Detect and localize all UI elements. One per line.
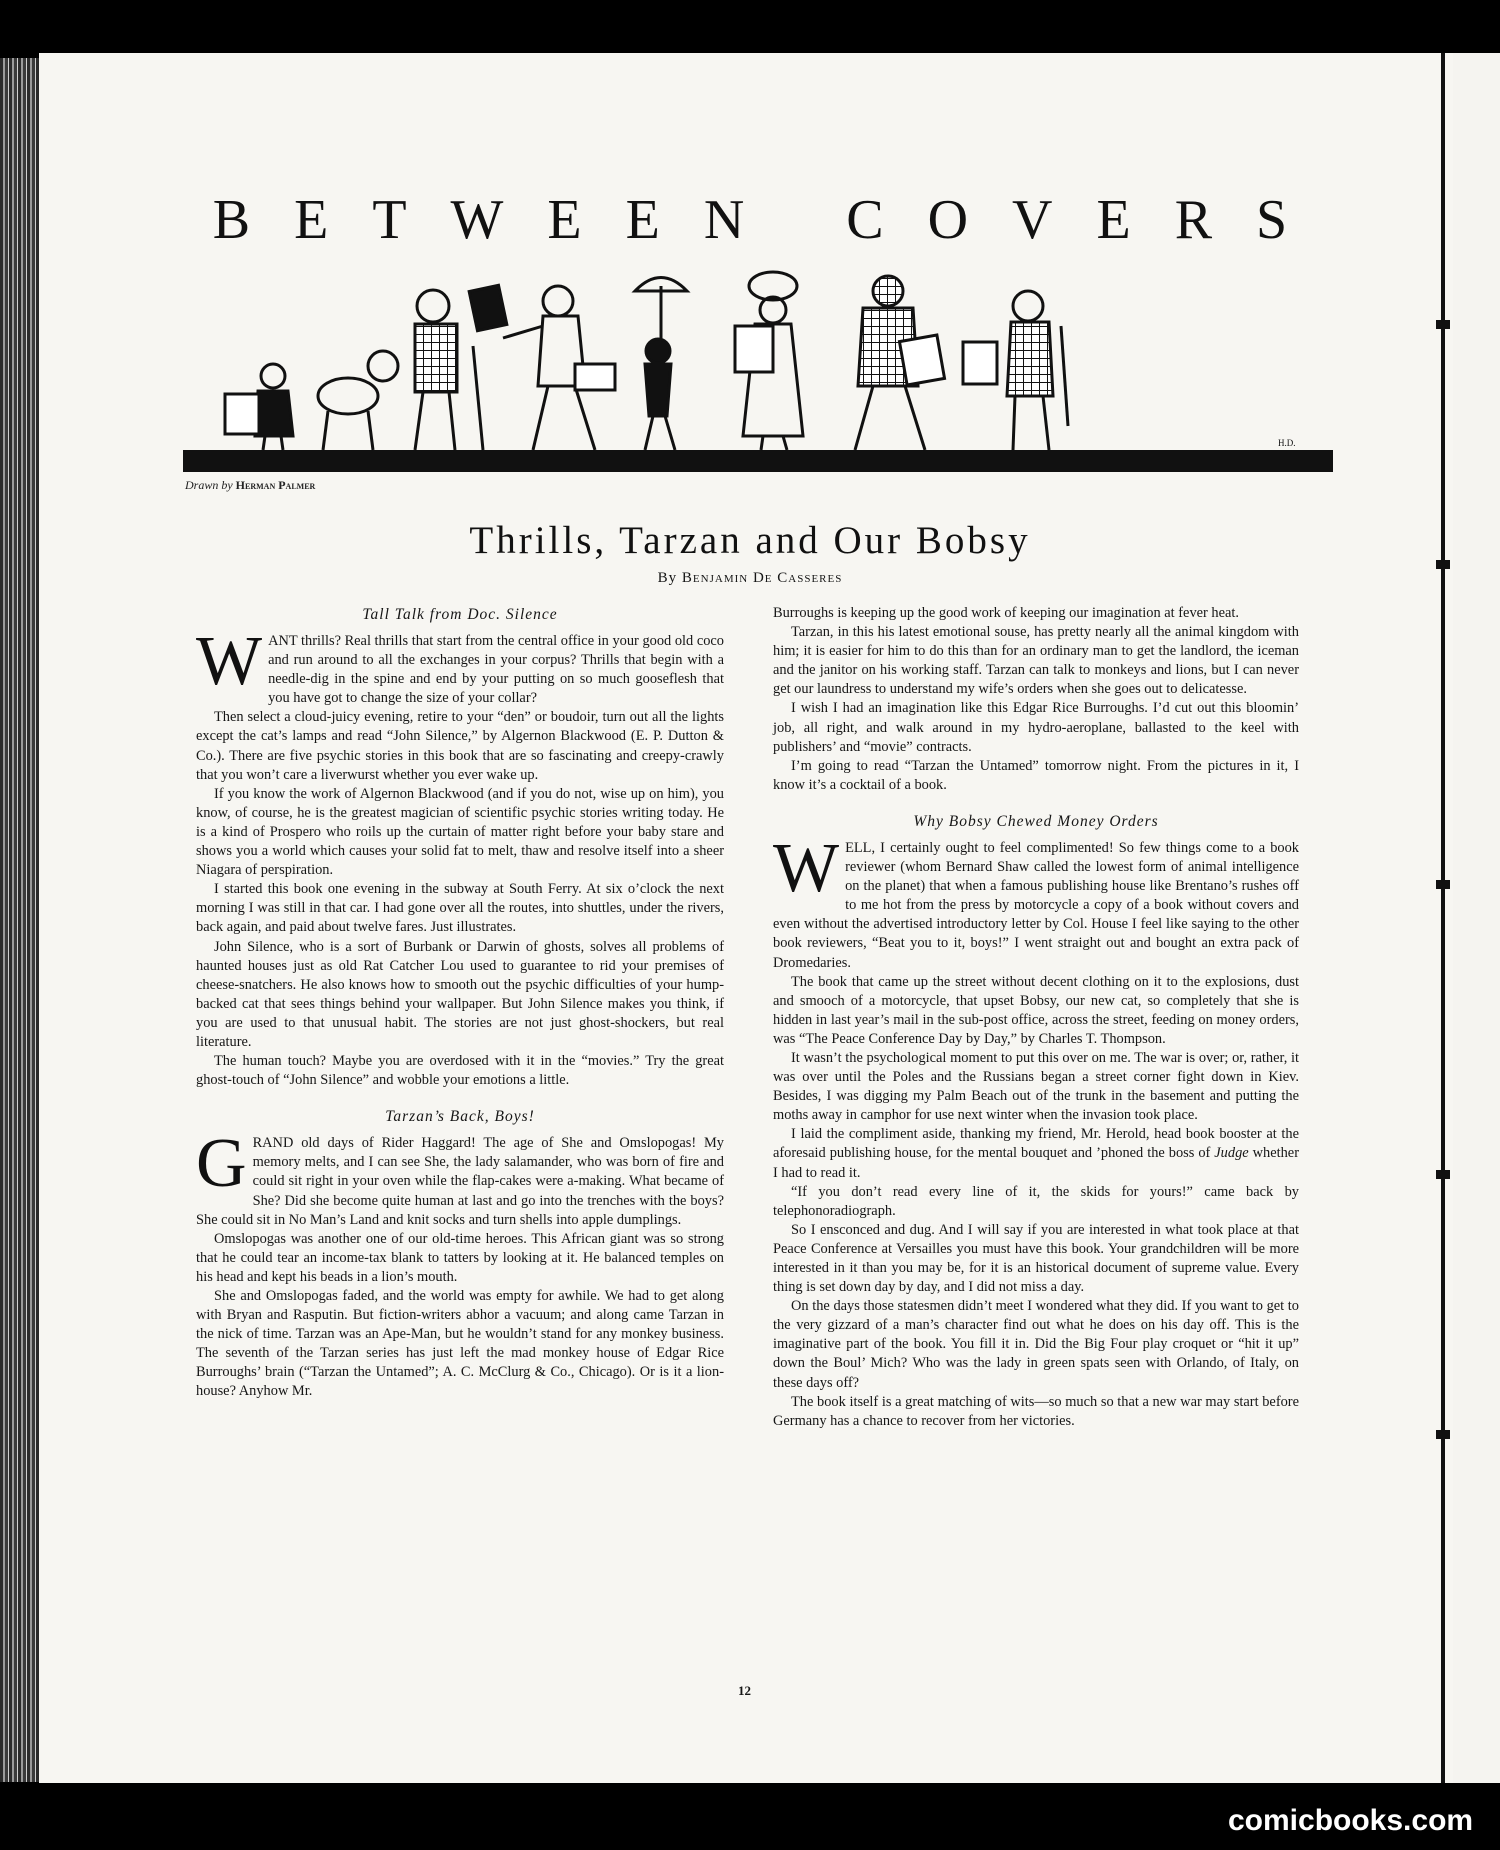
byline xyxy=(0,570,1500,587)
section-heading: Why Bobsy Chewed Money Orders xyxy=(913,812,1159,830)
paragraph: I’m going to read “Tarzan the Untamed” tomorrow night. From the pictures in it, I know it’s a cocktail of a book. xyxy=(773,757,1299,793)
byline-prefix: By xyxy=(657,570,678,586)
ground-bar xyxy=(183,450,1333,472)
left-column xyxy=(196,604,724,1402)
article-title: Thrills, Tarzan and Our Bobsy xyxy=(469,519,1031,562)
credit-prefix: Drawn by xyxy=(185,478,233,492)
paragraph: GRAND old days of Rider Haggard! The age of She and Omslopogas! My memory melts, and I can see She, the lady salamander, who was born of fire and could sit right in your oven while the flap-cakes were a-making. What became of She? Did she become quite human at last and go into the trenches with the boys? She could sit in No Man’s Land and knit socks and turn shells into apple dumplings. xyxy=(196,1125,724,1228)
pirate-figure xyxy=(1007,291,1068,450)
paragraph: On the days those statesmen didn’t meet I wondered what they did. If you want to get to the very gizzard of a man’s character find out what he does on his day off. This is the imaginative part of the book. You fill it in. Did the Big Four play croquet or “hit it up” down the Boul’ Mich? Who was the lady in green spats seen with Orlando, of Italy, on these days off? xyxy=(773,1298,1299,1391)
page-number: 12 xyxy=(738,1683,751,1698)
illustration-credit xyxy=(185,478,315,493)
cartoon-illustration xyxy=(183,246,1333,474)
paragraph: It wasn’t the psychological moment to put this over on me. The war is over; or, rather, it was over until the Poles and the Russians began a street corner fight down in Kiev. Besides, I was digging my Palm Beach out of the trunk in the basement and putting the moths away in camphor for use next winter when the invasion took place. xyxy=(773,1049,1299,1124)
paragraph: Tarzan, in this his latest emotional souse, has pretty nearly all the animal kingdom with him; it is easier for him to do this than for an ordinary man to get the landlord, the iceman and the janitor on his working staff. Tarzan can talk to monkeys and lions, but I can never get our laundress to understand my wife’s orders when she goes out to delicatesse. xyxy=(773,624,1299,698)
book-crusoe xyxy=(575,364,615,390)
binding-edge-line xyxy=(1441,53,1445,1783)
illustrator-signature: H.D. xyxy=(1278,438,1296,448)
paragraph: The human touch? Maybe you are overdosed with it in the “movies.” Try the great ghost-touch of “John Silence” and wobble your emotions a little. xyxy=(196,1053,724,1089)
paragraph: I wish I had an imagination like this Edgar Rice Burroughs. I’d cut out this bloomin’ job, all right, and walk around in my hydro-aeroplane, ballasted to the keel with publishers’ and “movie” contracts. xyxy=(773,700,1299,755)
section-heading: Tall Talk from Doc. Silence xyxy=(362,606,558,623)
paragraph: WELL, I certainly ought to feel complimented! So few things come to a book reviewer (whom Bernard Shaw called the lowest form of animal intelligence on the planet) that when a famous publishing house like Brentano’s rushes off to me hot from the press by motorcycle a copy of a book without covers and even without the advertised introductory letter by Col. House I feel like saying to the other book reviewers, “Beat you to it, boys!” I went straight out and bought an extra pack of Dromedaries. xyxy=(773,829,1299,971)
paragraph: Omslopogas was another one of our old-time heroes. This African giant was so strong that he could tear an income-tax blank to tatters by looking at it. He balanced temples on his head and kept his beads in a lion’s mouth. xyxy=(196,1230,724,1285)
publication-name: Judge xyxy=(1214,1145,1249,1162)
right-column xyxy=(773,604,1299,1431)
paragraph: The book that came up the street without decent clothing on it to the explosions, dust and smooch of a motorcycle, that upset Bobsy, our new cat, so completely that she is hidden in last year’s mail in the sub-post office, across the street, feeding on money orders, was “The Peace Conference Day by Day,” by Charles T. Thompson. xyxy=(773,973,1299,1047)
section-heading: Tarzan’s Back, Boys! xyxy=(385,1108,535,1126)
dog-figure xyxy=(318,351,398,450)
book-tarzan xyxy=(469,285,507,330)
paragraph: I laid the compliment aside, thanking my friend, Mr. Herold, head book booster at the aforesaid publishing house, for the mental bouquet and ’phoned the boss of Judge whether I had to read it. xyxy=(773,1126,1299,1181)
paragraph: Burroughs is keeping up the good work of keeping our imagination at fever heat. xyxy=(773,605,1239,621)
paragraph: John Silence, who is a sort of Burbank or Darwin of ghosts, solves all problems of haunted houses just as old Rat Catcher Lou used to guarantee to rid your premises of cheese-snatchers. He also knows how to smooth out the psychic difficulties of your hump-backed cat that sees things behind your wallpaper. But John Silence makes you think, if you are used to that unusual habit. The stories are not just ghost-shockers, but real literature. xyxy=(196,938,724,1050)
credit-artist: Herman Palmer xyxy=(235,478,316,492)
binding-staple xyxy=(1436,1170,1450,1179)
paragraph: The book itself is a great matching of wits—so much so that a new war may start before Germany has a chance to recover from her victories. xyxy=(773,1393,1299,1429)
book-gulliver xyxy=(735,326,773,372)
book-spine xyxy=(0,58,39,1782)
book-grimm xyxy=(963,342,997,384)
child-figure xyxy=(255,364,293,450)
book-holmes xyxy=(899,335,944,385)
drop-cap: W xyxy=(196,623,263,700)
paragraph: “If you don’t read every line of it, the skids for yours!” came back by telephonoradiograph. xyxy=(773,1183,1299,1219)
paragraph: So I ensconced and dug. And I will say if you are interested in what took place at that Peace Conference at Versailles you must have this book. Your grandchildren will be more interested in it than you may be, for it is an historical document of supreme value. Every thing is set down day by day, and I did not miss a day. xyxy=(773,1221,1299,1296)
drop-cap: G xyxy=(196,1125,247,1203)
paragraph: Then select a cloud-juicy evening, retire to your “den” or boudoir, turn out all the lights except the cat’s lamps and read “John Silence,” by Algernon Blackwood (E. P. Dutton & Co.). There are five psychic stories in this book that are so fascinating and creepy-crawly that you won’t care a liverwurst whether you ever wake up. xyxy=(196,709,724,783)
paragraph: If you know the work of Algernon Blackwood (and if you do not, wise up on him), you know, of course, he is the greatest magician of scientific psychic stories writing today. He is a kind of Prospero who roils up the curtain of matter right before your baby stare and shows you a world which causes your solid fat to melt, thaw and resolve itself into a sheer Niagara of perspiration. xyxy=(196,785,724,879)
binding-staple xyxy=(1436,320,1450,329)
binding-staple xyxy=(1436,880,1450,889)
masthead: BETWEEN COVERS xyxy=(212,189,1332,251)
drop-cap: W xyxy=(773,829,840,907)
site-watermark: comicbooks.com xyxy=(1228,1804,1474,1837)
paragraph: WANT thrills? Real thrills that start from the central office in your good old coco and run around to all the exchanges in your corpus? Thrills that begin with a needle-dig in the spine and end by your putting on so much gooseflesh that you have got to change the size of your collar? xyxy=(196,623,724,707)
book-kid xyxy=(225,394,259,434)
monkey-figure xyxy=(635,278,687,451)
right-margin xyxy=(1453,53,1500,1783)
paragraph: She and Omslopogas faded, and the world was empty for awhile. We had to get along with Bryan and Rasputin. But fiction-writers abhor a vacuum; and along came Tarzan in the nick of time. Tarzan was an Ape-Man, but he wouldn’t stand for any monkey business. The seventh of the Tarzan series has just left the mad monkey house of Edgar Rice Burroughs’ brain (“Tarzan the Untamed”; A. C. McClurg & Co., Chicago). Or is it a lion-house? Anyhow Mr. xyxy=(196,1288,724,1400)
paragraph: I started this book one evening in the subway at South Ferry. At six o’clock the next morning I was still in that car. I had gone over all the routes, into shuttles, under the rivers, back again, and paid about twelve fares. Just illustrates. xyxy=(196,881,724,936)
binding-staple xyxy=(1436,1430,1450,1439)
author-name: Benjamin De Casseres xyxy=(681,570,843,586)
